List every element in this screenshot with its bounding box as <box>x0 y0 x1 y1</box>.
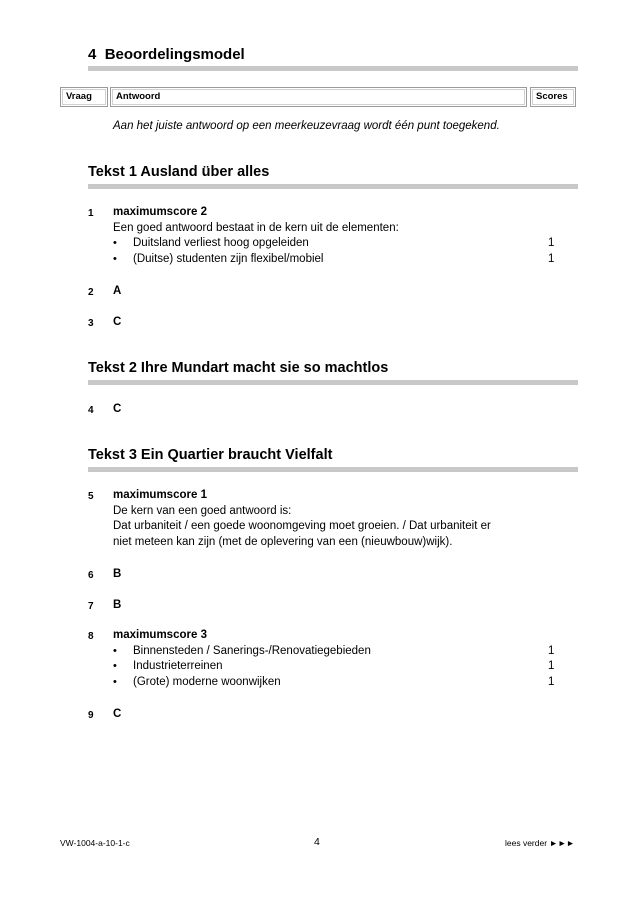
score-value: 1 <box>548 253 555 265</box>
question-number: 9 <box>88 710 94 721</box>
answer-letter: B <box>113 568 122 580</box>
text-rule-3 <box>88 467 578 472</box>
footer-code: VW-1004-a-10-1-c <box>60 838 130 848</box>
answer-line: Dat urbaniteit / een goede woonomgeving moet groeien. / Dat urbaniteit er <box>113 520 491 532</box>
maxscore-label: maximumscore 3 <box>113 629 207 641</box>
answer-letter: C <box>113 708 122 720</box>
bullet-text: Industrieterreinen <box>133 660 223 672</box>
question-number: 5 <box>88 491 94 502</box>
text-heading-2: Tekst 2 Ihre Mundart macht sie so machtlos <box>88 360 389 376</box>
intro-text: Aan het juiste antwoord op een meerkeuzevraag wordt één punt toegekend. <box>113 120 500 132</box>
answer-letter: A <box>113 285 122 297</box>
question-number: 1 <box>88 208 94 219</box>
bullet-text: (Duitse) studenten zijn flexibel/mobiel <box>133 253 324 265</box>
bullet-text: Binnensteden / Sanerings-/Renovatiegebieden <box>133 645 371 657</box>
answer-letter: B <box>113 599 122 611</box>
bullet-icon: • <box>113 253 117 265</box>
section-number: 4 <box>88 46 97 63</box>
section-title-text: Beoordelingsmodel <box>104 46 245 63</box>
answer-line: niet meteen kan zijn (met de oplevering van een (nieuwbouw)wijk). <box>113 536 453 548</box>
text-heading-1: Tekst 1 Ausland über alles <box>88 164 270 180</box>
text-rule-2 <box>88 380 578 385</box>
text-heading-3: Tekst 3 Ein Quartier braucht Vielfalt <box>88 447 333 463</box>
next-page-indicator: lees verder ►►► <box>505 838 575 848</box>
answer-letter: C <box>113 403 122 415</box>
question-number: 7 <box>88 601 94 612</box>
question-number: 8 <box>88 631 94 642</box>
bullet-icon: • <box>113 645 117 657</box>
header-antwoord: Antwoord <box>110 87 527 107</box>
score-value: 1 <box>548 676 555 688</box>
bullet-icon: • <box>113 660 117 672</box>
page-number: 4 <box>314 836 320 848</box>
question-number: 4 <box>88 405 94 416</box>
text-rule-1 <box>88 184 578 189</box>
bullet-icon: • <box>113 676 117 688</box>
header-scores: Scores <box>530 87 576 107</box>
score-value: 1 <box>548 660 555 672</box>
question-number: 3 <box>88 318 94 329</box>
score-value: 1 <box>548 645 555 657</box>
answer-letter: C <box>113 316 122 328</box>
answer-line: Een goed antwoord bestaat in de kern uit de elementen: <box>113 222 399 234</box>
header-vraag: Vraag <box>60 87 108 107</box>
bullet-text: Duitsland verliest hoog opgeleiden <box>133 237 309 249</box>
bullet-text: (Grote) moderne woonwijken <box>133 676 281 688</box>
maxscore-label: maximumscore 1 <box>113 489 207 501</box>
section-title <box>88 46 245 63</box>
answer-line: De kern van een goed antwoord is: <box>113 505 292 517</box>
score-value: 1 <box>548 237 555 249</box>
section-rule <box>88 66 578 71</box>
question-number: 2 <box>88 287 94 298</box>
question-number: 6 <box>88 570 94 581</box>
maxscore-label: maximumscore 2 <box>113 206 207 218</box>
bullet-icon: • <box>113 237 117 249</box>
